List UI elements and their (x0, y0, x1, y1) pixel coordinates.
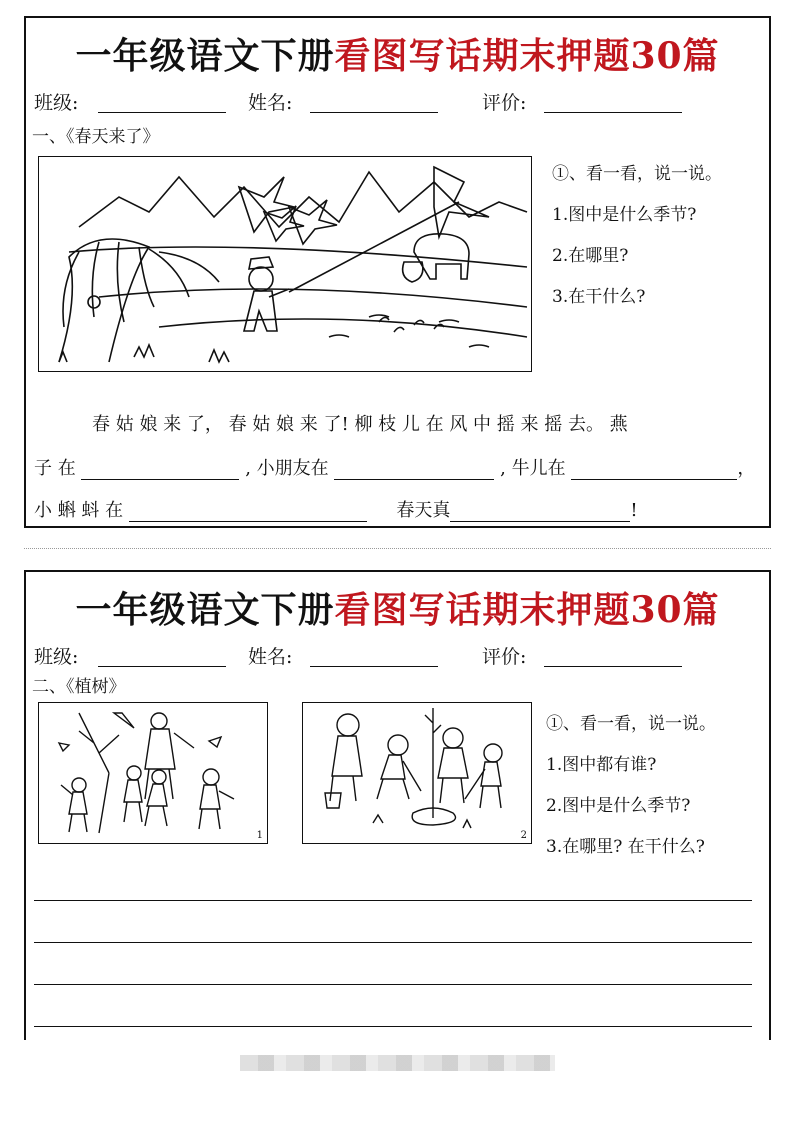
tree-planting-picture-2 (302, 702, 532, 844)
spring-scene-drawing (39, 157, 530, 370)
class-field[interactable] (98, 666, 226, 667)
class-label: 班级: (34, 92, 79, 114)
question-intro: ①、看一看，说一说。 (546, 714, 716, 734)
writing-line-4[interactable] (34, 1026, 752, 1027)
passage-text: 小 蝌 蚪 在 (34, 500, 124, 521)
blank-spring[interactable] (450, 503, 630, 522)
question-1: 1.图中都有谁? (546, 755, 657, 775)
picture-number: 2 (520, 830, 527, 841)
worksheet-title (26, 28, 769, 79)
passage-line-1: 春 姑 娘 来 了， 春 姑 娘 来 了! 柳 枝 儿 在 风 中 摇 来 摇 去。 燕 (92, 414, 628, 435)
name-label: 姓名: (248, 92, 293, 114)
children-planting-drawing (303, 703, 530, 842)
class-label: 班级: (34, 646, 79, 668)
passage-text: , 牛儿在 (500, 458, 566, 479)
title-red: 看图写话期末押题30篇 (334, 589, 720, 631)
passage-text: 春天真 (396, 500, 451, 521)
blank-swallow[interactable] (81, 461, 239, 480)
passage-line-3 (34, 496, 638, 522)
passage-text: 子 在 (34, 458, 76, 479)
question-list (552, 154, 722, 318)
title-black: 一年级语文下册 (75, 589, 335, 631)
question-intro: ①、看一看，说一说。 (552, 164, 722, 184)
worksheet-title (26, 582, 769, 633)
blank-cow[interactable] (571, 461, 737, 480)
writing-line-3[interactable] (34, 984, 752, 985)
passage-line-2 (34, 454, 755, 480)
question-3: 3.在哪里? 在干什么? (546, 837, 705, 857)
worksheet-1 (24, 16, 771, 528)
question-3: 3.在干什么? (552, 287, 646, 307)
page-divider (24, 548, 771, 549)
title-black: 一年级语文下册 (75, 35, 335, 77)
blank-child[interactable] (334, 461, 494, 480)
blurred-watermark (240, 1055, 555, 1071)
passage-text: , 小朋友在 (245, 458, 329, 479)
section-title: 一、《春天来了》 (32, 127, 160, 147)
picture-number: 1 (256, 830, 263, 841)
section-title: 二、《植树》 (32, 677, 126, 697)
passage-text: ， (737, 458, 756, 479)
title-red: 看图写话期末押题30篇 (334, 35, 720, 77)
rating-label: 评价: (482, 646, 527, 668)
children-walking-drawing (39, 703, 266, 842)
question-list (546, 704, 716, 868)
question-2: 2.在哪里? (552, 246, 629, 266)
rating-label: 评价: (482, 92, 527, 114)
name-field[interactable] (310, 666, 438, 667)
question-2: 2.图中是什么季节? (546, 796, 691, 816)
tree-planting-picture-1 (38, 702, 268, 844)
rating-field[interactable] (544, 112, 682, 113)
worksheet-2 (24, 570, 771, 1040)
spring-illustration (38, 156, 532, 372)
name-field[interactable] (310, 112, 438, 113)
writing-line-2[interactable] (34, 942, 752, 943)
rating-field[interactable] (544, 666, 682, 667)
name-label: 姓名: (248, 646, 293, 668)
writing-line-1[interactable] (34, 900, 752, 901)
question-1: 1.图中是什么季节? (552, 205, 697, 225)
class-field[interactable] (98, 112, 226, 113)
passage-text: ! (630, 500, 638, 521)
blank-tadpole[interactable] (129, 503, 367, 522)
